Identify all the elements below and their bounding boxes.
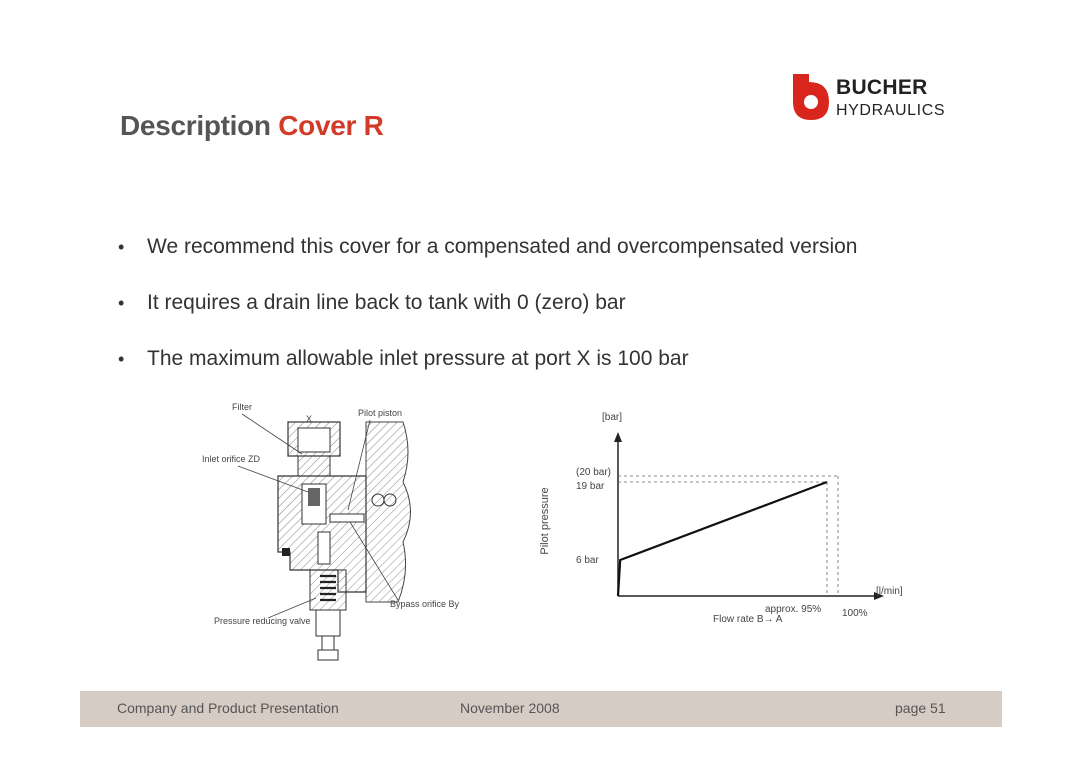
adjusting-screw-body <box>316 610 340 636</box>
bullet-dot-icon: • <box>118 293 125 313</box>
bullet-list <box>118 232 1018 400</box>
footer-bar <box>80 691 1002 727</box>
bypass-channel <box>330 514 364 522</box>
pilot-pressure-series-line <box>618 482 827 596</box>
lock-nut <box>318 650 338 660</box>
y-tick-label: 19 bar <box>576 481 605 492</box>
filter-neck <box>298 456 330 476</box>
x-tick-label: approx. 95% <box>765 604 822 615</box>
mounting-plate <box>366 422 411 602</box>
label-filter: Filter <box>232 402 252 412</box>
label-pressure-reducing-valve: Pressure reducing valve <box>214 616 311 626</box>
pilot-pressure-chart <box>530 410 920 640</box>
y-axis-arrow-icon <box>614 432 622 442</box>
pilot-channel <box>318 532 330 564</box>
bucher-hydraulics-logo <box>789 72 969 124</box>
footer-page-number: page 51 <box>895 700 946 716</box>
bucher-logo-mark-icon <box>789 72 833 122</box>
label-inlet-orifice: Inlet orifice ZD <box>202 454 261 464</box>
bullet-text: It requires a drain line back to tank with 0 (zero) bar <box>147 291 626 314</box>
x-axis-label: Flow rate B→ A <box>713 614 783 625</box>
port-x-bore <box>298 428 330 452</box>
footer-date: November 2008 <box>460 700 560 716</box>
cover-cross-section-diagram <box>198 392 488 672</box>
y-tick-label: (20 bar) <box>576 467 612 478</box>
logo-text-bucher: BUCHER <box>836 76 928 99</box>
plug <box>282 548 290 556</box>
inlet-orifice-element <box>308 488 320 506</box>
label-bypass-orifice: Bypass orifice By <box>390 599 460 609</box>
y-axis-label: Pilot pressure <box>539 487 551 555</box>
x-tick-label: 100% <box>842 608 868 619</box>
y-unit-label: [bar] <box>602 412 623 423</box>
label-pilot-piston: Pilot piston <box>358 408 403 418</box>
title-accent: Cover R <box>278 110 384 141</box>
adjusting-screw <box>322 636 334 650</box>
slide-title <box>120 110 383 142</box>
bullet-dot-icon: • <box>118 349 125 369</box>
leader-line <box>268 598 316 618</box>
bullet-text: The maximum allowable inlet pressure at port X is 100 bar <box>147 347 689 370</box>
bullet-dot-icon: • <box>118 237 125 257</box>
y-tick-label: 6 bar <box>576 555 599 566</box>
title-prefix: Description <box>120 110 271 141</box>
footer-presentation-title: Company and Product Presentation <box>117 700 339 716</box>
bullet-item <box>118 288 1018 344</box>
bullet-item <box>118 232 1018 288</box>
x-unit-label: [l/min] <box>876 586 903 597</box>
label-port-x: X <box>306 414 313 424</box>
logo-text-hydraulics: HYDRAULICS <box>836 102 946 119</box>
bullet-text: We recommend this cover for a compensated and overcompensated version <box>147 235 858 258</box>
